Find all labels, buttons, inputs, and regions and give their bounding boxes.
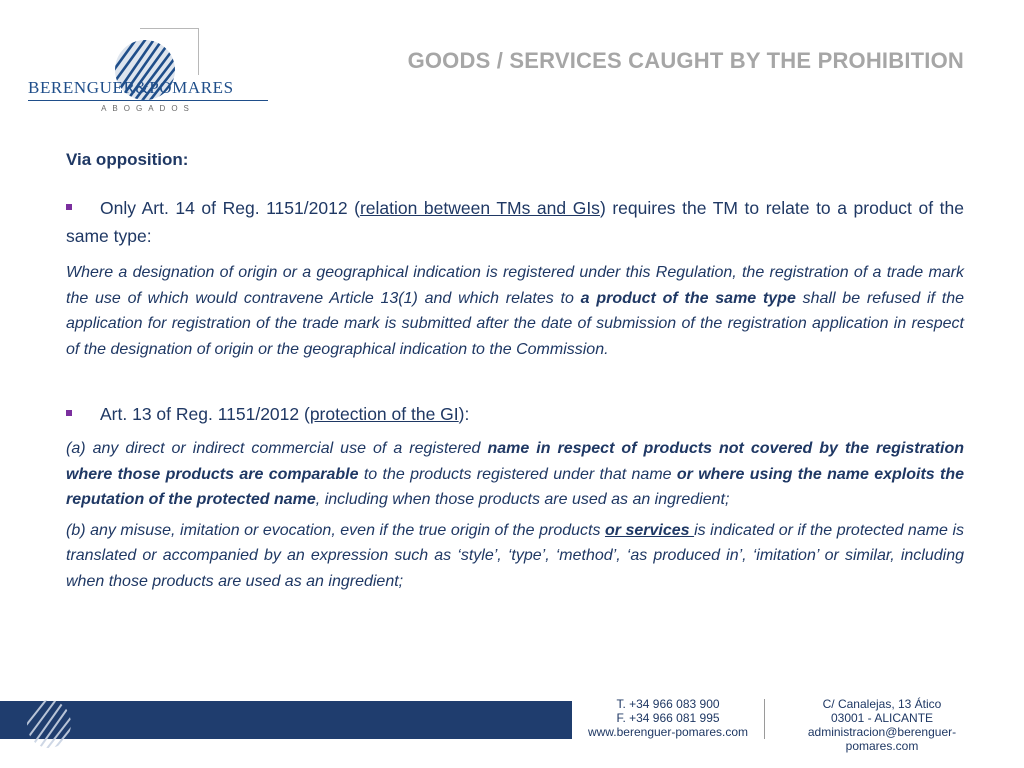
bullet2-post: ): — [458, 404, 470, 424]
footer — [0, 697, 1024, 757]
footer-web[interactable]: www.berenguer-pomares.com — [587, 725, 749, 739]
footer-contact — [578, 697, 758, 739]
footer-address-line1: C/ Canalejas, 13 Ático — [822, 697, 942, 711]
bullet2-pre: Art. 13 of Reg. 1151/2012 ( — [100, 404, 310, 424]
quote2-part3: , including when those products are used as an ingredient; — [315, 491, 730, 508]
quote-art-13-a — [66, 436, 964, 513]
slide-content — [66, 150, 964, 594]
footer-fax: F. +34 966 081 995 — [616, 711, 720, 725]
quote1-bold1: a product of the same type — [580, 289, 796, 307]
footer-email[interactable]: administracion@berenguer-pomares.com — [807, 725, 957, 753]
bullet1-pre: Only Art. 14 of Reg. 1151/2012 ( — [100, 198, 360, 218]
globe-watermark-icon — [22, 697, 76, 751]
bullet-square-icon — [66, 204, 72, 210]
footer-divider — [764, 699, 765, 739]
quote-art-13-b — [66, 518, 964, 595]
quote2-bold1: name in respect of products not covered by the registration where those products are comparable — [66, 440, 965, 483]
quote1-part2: shall be refused if the application for registration of the trade mark is submitted after the date of submission of the registration application in respect of the designation of origin or the geographical indication to the Commission. — [66, 289, 965, 358]
section-heading: Via opposition: — [66, 150, 189, 169]
footer-phone: T. +34 966 083 900 — [616, 697, 720, 711]
bullet1-post: ) requires the TM to relate to a product of the same type: — [66, 198, 964, 246]
quote-art-14 — [66, 260, 964, 362]
logo-name: BERENGUER&POMARES — [28, 78, 234, 97]
company-logo — [28, 28, 273, 118]
quote3-part1: (b) any misuse, imitation or evocation, even if the true origin of the products — [66, 521, 605, 539]
bullet2-link: protection of the GI — [309, 404, 459, 424]
bullet-square-icon — [66, 410, 72, 416]
quote2-part1: (a) any direct or indirect commercial use of a registered — [66, 440, 488, 457]
footer-address-line2: 03001 - ALICANTE — [830, 711, 934, 725]
logo-rule — [28, 100, 268, 101]
logo-subtitle: ABOGADOS — [101, 104, 195, 113]
bullet-art-13 — [66, 400, 964, 428]
quote3-bold1: or services — [604, 521, 695, 539]
quote1-part1: Where a designation of origin or a geographical indication is registered under this Regulation, the registration of a trade mark the use of which would contravene Article 13(1) and which relates to — [66, 264, 964, 307]
bullet1-link: relation between TMs and GIs — [359, 198, 600, 218]
footer-bar — [0, 701, 572, 739]
quote2-part2: to the products registered under that name — [358, 465, 677, 483]
bullet-art-14 — [66, 194, 964, 250]
quote3-part2: is indicated or if the protected name is translated or accompanied by an expression such as ‘style’, ‘type’, ‘method’, ‘as produced in’, ‘imitation’ or similar, including when those products are used as an ingredient; — [66, 521, 965, 590]
quote2-bold2: or where using the name exploits the reputation of the protected name — [66, 465, 965, 508]
footer-address — [774, 697, 990, 753]
slide-title: GOODS / SERVICES CAUGHT BY THE PROHIBITION — [407, 48, 964, 73]
